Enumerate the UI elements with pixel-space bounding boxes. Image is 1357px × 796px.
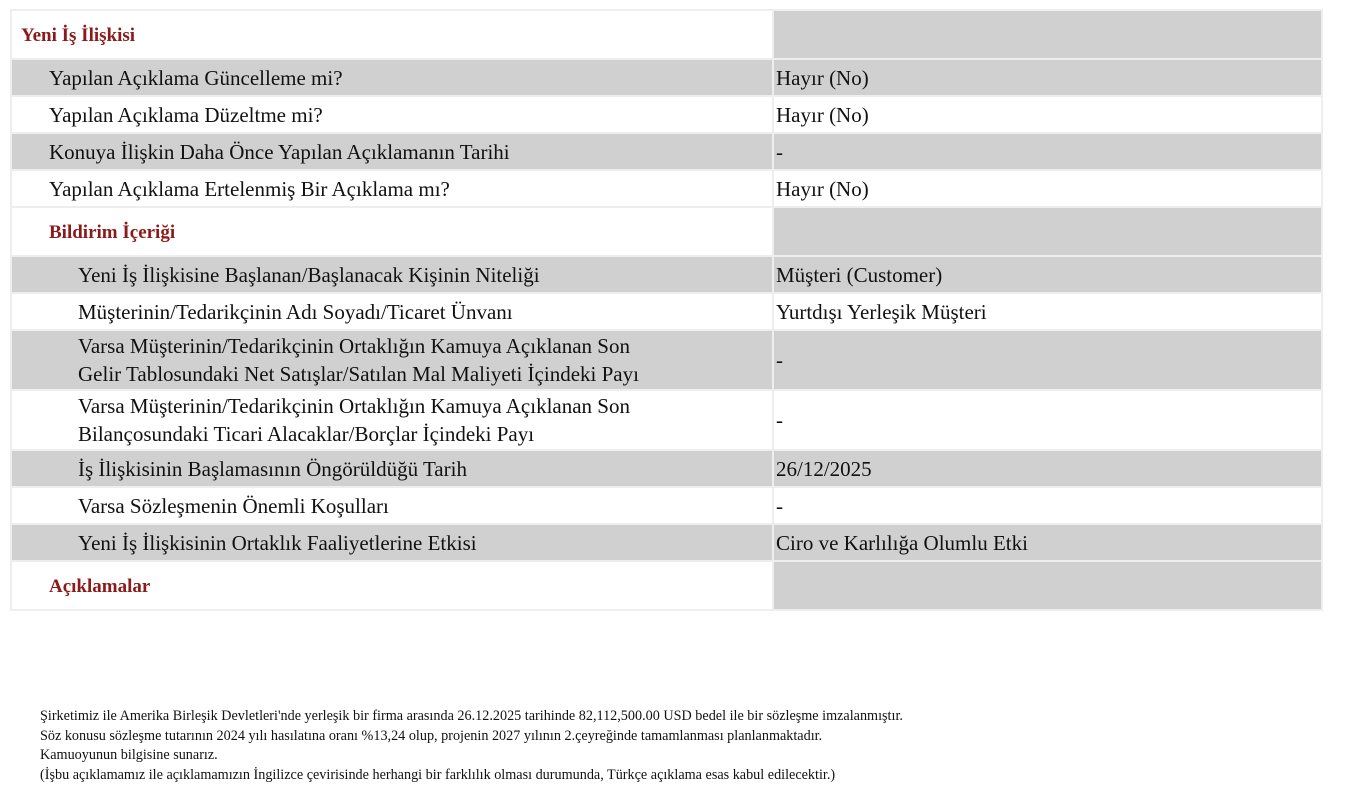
note-line: Kamuoyunun bilgisine sunarız. — [40, 747, 218, 763]
row-value: - — [774, 331, 1321, 389]
row-value: - — [774, 391, 1321, 449]
note-line: Şirketimiz ile Amerika Birleşik Devletleri'nde yerleşik bir firma arasında 26.12.2025 tarihinde 82,112,500.00 USD bedel ile bir sözleşme imzalanmıştır. — [40, 708, 903, 724]
row-value: Hayır (No) — [774, 97, 1321, 132]
row-label: Müşterinin/Tedarikçinin Adı Soyadı/Ticaret Ünvanı — [12, 294, 772, 329]
table-row — [12, 391, 1321, 449]
table-row — [12, 451, 1321, 486]
row-value: Ciro ve Karlılığa Olumlu Etki — [774, 525, 1321, 560]
table-row — [12, 134, 1321, 169]
disclosure-table — [10, 9, 1323, 611]
row-label — [12, 391, 772, 449]
row-label: İş İlişkisinin Başlamasının Öngörüldüğü Tarih — [12, 451, 772, 486]
section-value-empty — [774, 562, 1321, 609]
section-title-notes — [12, 562, 772, 609]
row-label-line: Varsa Müşterinin/Tedarikçinin Ortaklığın Kamuya Açıklanan Son — [78, 334, 630, 358]
row-label: Yapılan Açıklama Güncelleme mi? — [12, 60, 772, 95]
row-value: - — [774, 134, 1321, 169]
row-label-line: Bilançosundaki Ticari Alacaklar/Borçlar İçindeki Payı — [78, 422, 535, 446]
note-line: (İşbu açıklamamız ile açıklamamızın İngilizce çevirisinde herhangi bir farklılık olması durumunda, Türkçe açıklama esas kabul edilecektir.) — [40, 766, 836, 783]
row-value: Hayır (No) — [774, 60, 1321, 95]
section-row-content — [12, 208, 1321, 255]
row-value: Hayır (No) — [774, 171, 1321, 206]
note-line: Söz konusu sözleşme tutarının 2024 yılı hasılatına oranı %13,24 olup, projenin 2027 yılının 2.çeyreğinde tamamlanması planlanmaktadır. — [40, 727, 823, 744]
table-row — [12, 488, 1321, 523]
row-label-line: Varsa Müşterinin/Tedarikçinin Ortaklığın Kamuya Açıklanan Son — [78, 394, 630, 418]
row-label: Yapılan Açıklama Ertelenmiş Bir Açıklama mı? — [12, 171, 772, 206]
section-title-main — [12, 11, 772, 58]
section-title-content — [12, 208, 772, 255]
row-label: Yeni İş İlişkisinin Ortaklık Faaliyetlerine Etkisi — [12, 525, 772, 560]
row-label: Yeni İş İlişkisine Başlanan/Başlanacak Kişinin Niteliği — [12, 257, 772, 292]
table-row — [12, 525, 1321, 560]
table-row — [12, 331, 1321, 389]
table-row — [12, 60, 1321, 95]
section-row-main — [12, 11, 1321, 58]
disclosure-notes-text — [40, 707, 903, 785]
row-label: Yapılan Açıklama Düzeltme mi? — [12, 97, 772, 132]
row-label: Konuya İlişkin Daha Önce Yapılan Açıklamanın Tarihi — [12, 134, 772, 169]
section-row-notes — [12, 562, 1321, 609]
table-row — [12, 97, 1321, 132]
table-row — [12, 171, 1321, 206]
row-label — [12, 331, 772, 389]
row-value: Müşteri (Customer) — [774, 257, 1321, 292]
table-row — [12, 257, 1321, 292]
table-row — [12, 294, 1321, 329]
row-value: - — [774, 488, 1321, 523]
row-label: Varsa Sözleşmenin Önemli Koşulları — [12, 488, 772, 523]
row-label-line: Gelir Tablosundaki Net Satışlar/Satılan Mal Maliyeti İçindeki Payı — [78, 362, 639, 386]
section-title-text: Bildirim İçeriği — [49, 221, 176, 243]
section-value-empty — [774, 208, 1321, 255]
row-value: 26/12/2025 — [774, 451, 1321, 486]
section-title-text: Yeni İş İlişkisi — [21, 24, 136, 46]
section-title-text: Açıklamalar — [49, 575, 151, 597]
section-value-empty — [774, 11, 1321, 58]
row-value: Yurtdışı Yerleşik Müşteri — [774, 294, 1321, 329]
